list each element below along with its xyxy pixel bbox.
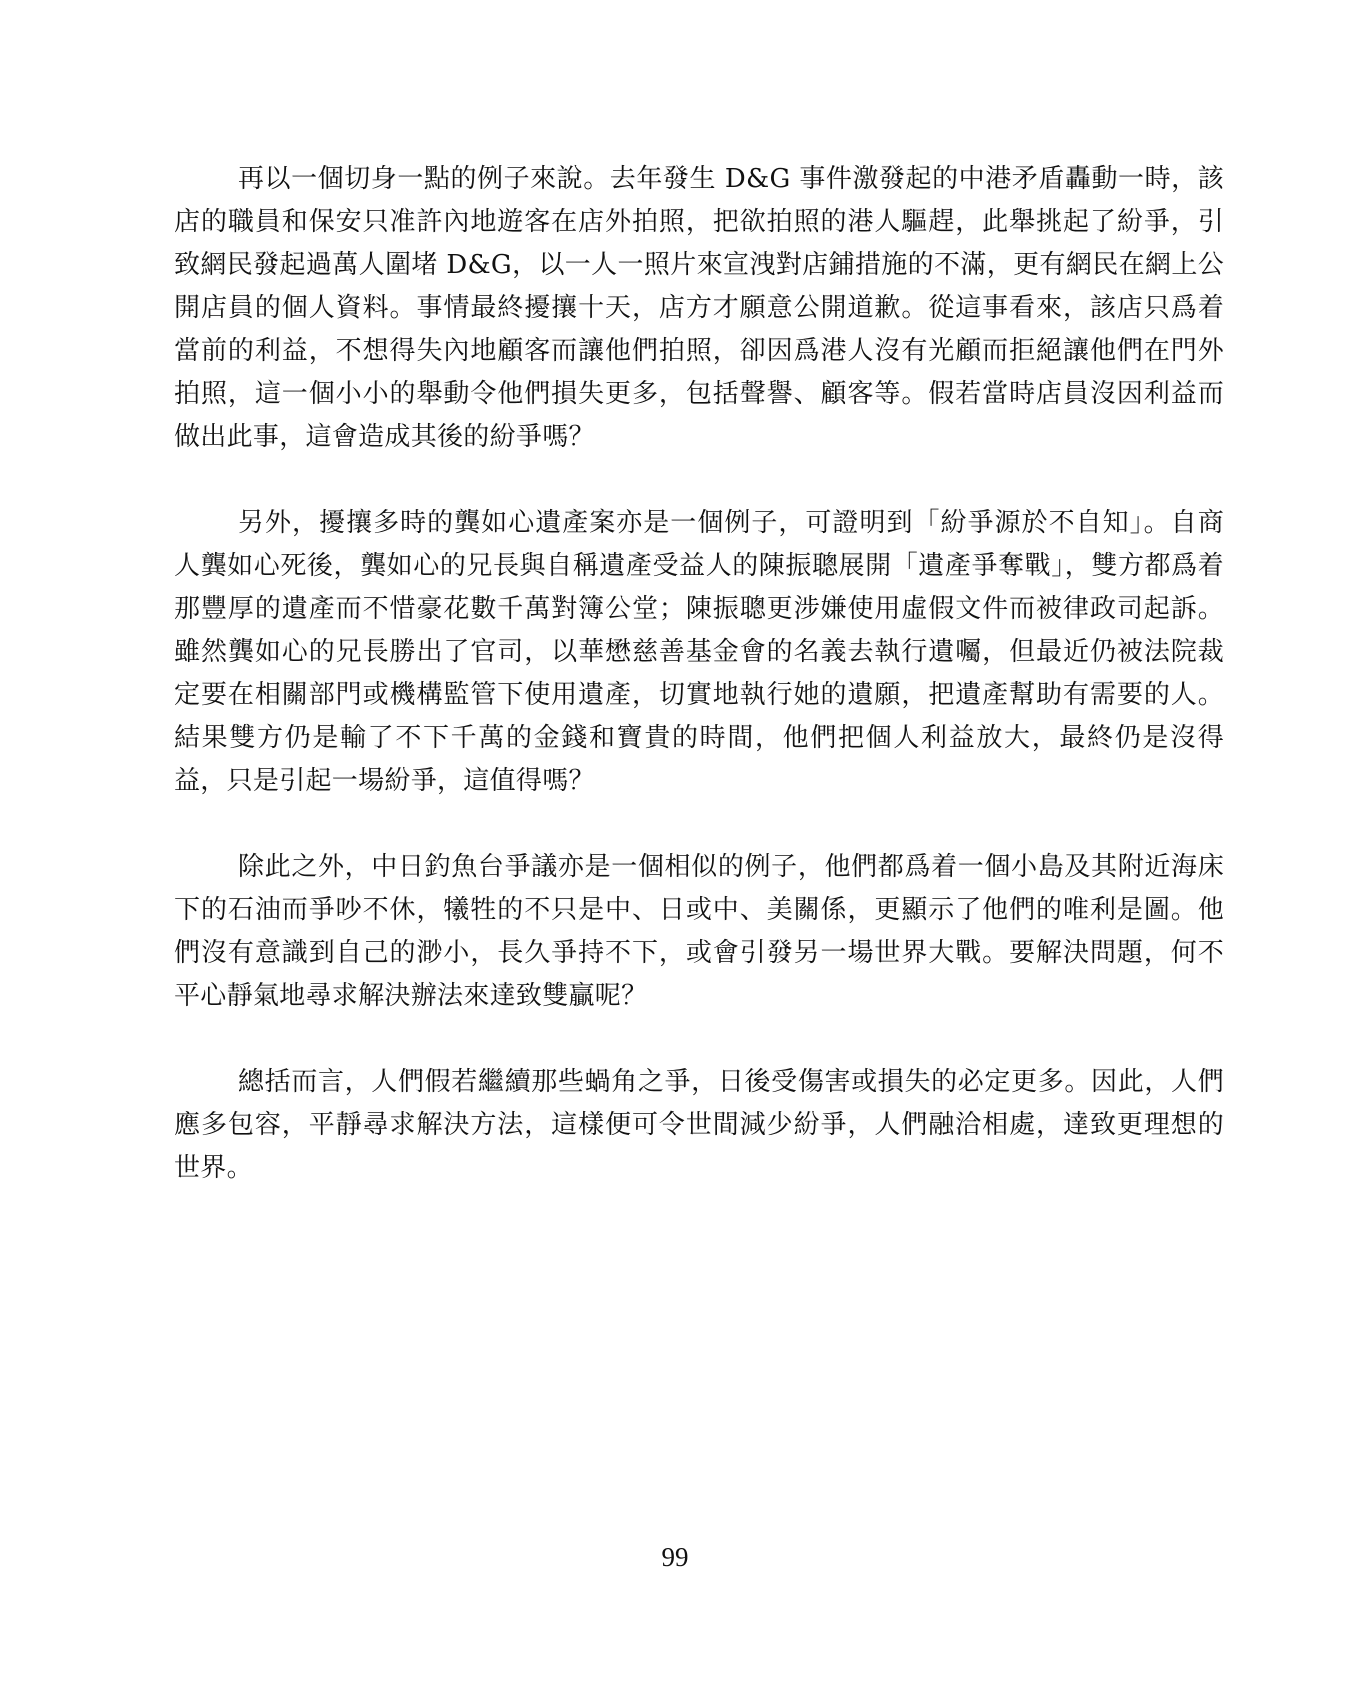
paragraph: 再以一個切身一點的例子來說。去年發生 D&G 事件激發起的中港矛盾轟動一時，該店的職員和保安只准許內地遊客在店外拍照，把欲拍照的港人驅趕，此舉挑起了紛爭，引致網民發起過萬人圍堵 D&G，以一人一照片來宣洩對店鋪措施的不滿，更有網民在網上公開店員的個人資料。事情最終擾攘十天，店方才願意公開道歉。從這事看來，該店只爲着當前的利益，不想得失內地顧客而讓他們拍照，卻因爲港人沒有光顧而拒絕讓他們在門外拍照，這一個小小的舉動令他們損失更多，包括聲譽、顧客等。假若當時店員沒因利益而做出此事，這會造成其後的紛爭嗎？ <box>174 164 1224 452</box>
page-number: 99 <box>661 1542 689 1572</box>
body-text <box>174 158 1224 1233</box>
paragraph: 另外，擾攘多時的龔如心遺產案亦是一個例子，可證明到「紛爭源於不自知」。自商人龔如心死後，龔如心的兄長與自稱遺產受益人的陳振聰展開「遺產爭奪戰」，雙方都爲着那豐厚的遺產而不惜豪花數千萬對簿公堂；陳振聰更涉嫌使用虛假文件而被律政司起訴。雖然龔如心的兄長勝出了官司，以華懋慈善基金會的名義去執行遺囑，但最近仍被法院裁定要在相關部門或機構監管下使用遺產，切實地執行她的遺願，把遺產幫助有需要的人。結果雙方仍是輸了不下千萬的金錢和寶貴的時間，他們把個人利益放大，最終仍是沒得益，只是引起一場紛爭，這值得嗎？ <box>174 508 1224 796</box>
paragraph: 總括而言，人們假若繼續那些蝸角之爭，日後受傷害或損失的必定更多。因此，人們應多包容，平靜尋求解決方法，這樣便可令世間減少紛爭，人們融洽相處，達致更理想的世界。 <box>174 1067 1224 1183</box>
paragraph: 除此之外，中日釣魚台爭議亦是一個相似的例子，他們都爲着一個小島及其附近海床下的石油而爭吵不休，犧牲的不只是中、日或中、美關係，更顯示了他們的唯利是圖。他們沒有意識到自己的渺小，長久爭持不下，或會引發另一場世界大戰。要解決問題，何不平心靜氣地尋求解決辦法來達致雙贏呢？ <box>174 852 1224 1011</box>
